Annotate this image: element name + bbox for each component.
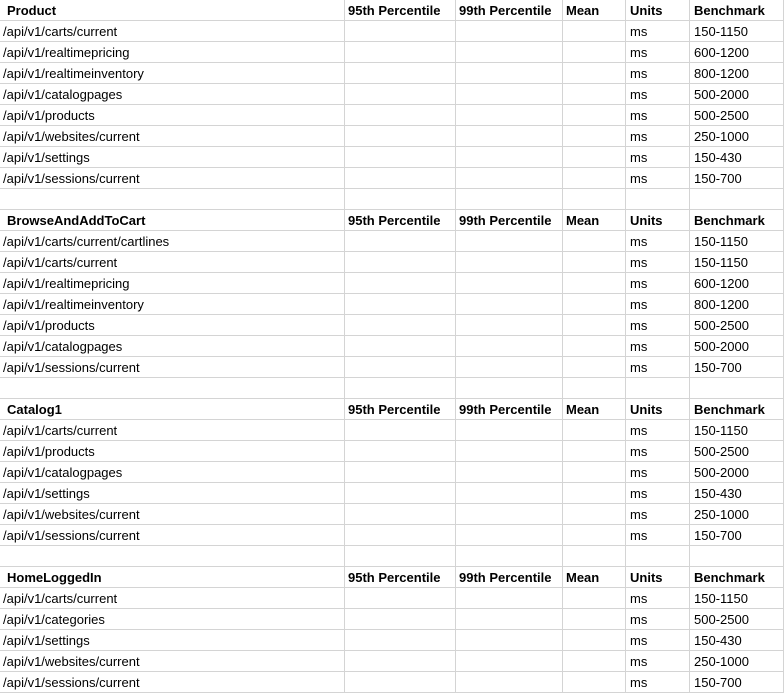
units-cell[interactable]: ms: [626, 588, 690, 609]
endpoint-cell[interactable]: /api/v1/carts/current: [0, 21, 345, 42]
empty-cell[interactable]: [345, 546, 456, 567]
empty-cell[interactable]: [690, 189, 784, 210]
table-row: [0, 525, 784, 546]
endpoint-cell[interactable]: /api/v1/carts/current: [0, 588, 345, 609]
benchmark-cell[interactable]: 150-430: [690, 147, 784, 168]
table-row: [0, 336, 784, 357]
endpoint-cell[interactable]: /api/v1/products: [0, 441, 345, 462]
mean-cell[interactable]: [563, 525, 626, 546]
mean-header-cell[interactable]: Mean: [563, 567, 626, 588]
units-cell[interactable]: ms: [626, 294, 690, 315]
empty-cell[interactable]: [690, 378, 784, 399]
units-cell[interactable]: ms: [626, 525, 690, 546]
table-row: [0, 147, 784, 168]
endpoint-cell[interactable]: /api/v1/carts/current: [0, 252, 345, 273]
endpoint-cell[interactable]: /api/v1/catalogpages: [0, 462, 345, 483]
units-cell[interactable]: ms: [626, 357, 690, 378]
endpoint-cell[interactable]: /api/v1/websites/current: [0, 126, 345, 147]
benchmark-cell[interactable]: 800-1200: [690, 63, 784, 84]
endpoint-cell[interactable]: /api/v1/settings: [0, 147, 345, 168]
mean-cell[interactable]: [563, 651, 626, 672]
table-row: [0, 651, 784, 672]
p95-cell[interactable]: [345, 357, 456, 378]
p95-cell[interactable]: [345, 273, 456, 294]
units-cell[interactable]: ms: [626, 252, 690, 273]
p99-cell[interactable]: [456, 273, 563, 294]
endpoint-cell[interactable]: /api/v1/sessions/current: [0, 525, 345, 546]
empty-cell[interactable]: [563, 189, 626, 210]
p99-cell[interactable]: [456, 630, 563, 651]
table-row: [0, 42, 784, 63]
benchmark-header-cell[interactable]: Benchmark: [690, 399, 784, 420]
units-cell[interactable]: ms: [626, 105, 690, 126]
table-row: [0, 672, 784, 693]
mean-cell[interactable]: [563, 105, 626, 126]
empty-cell[interactable]: [456, 378, 563, 399]
p99-cell[interactable]: [456, 609, 563, 630]
p99-cell[interactable]: [456, 336, 563, 357]
units-cell[interactable]: ms: [626, 84, 690, 105]
table-row: [0, 588, 784, 609]
mean-cell[interactable]: [563, 252, 626, 273]
p99-cell[interactable]: [456, 315, 563, 336]
mean-header-cell[interactable]: Mean: [563, 210, 626, 231]
p95-cell[interactable]: [345, 651, 456, 672]
benchmark-cell[interactable]: 150-700: [690, 525, 784, 546]
p95-header-cell[interactable]: 95th Percentile: [345, 0, 456, 21]
mean-cell[interactable]: [563, 588, 626, 609]
p95-cell[interactable]: [345, 504, 456, 525]
benchmark-cell[interactable]: 150-1150: [690, 231, 784, 252]
endpoint-cell[interactable]: /api/v1/realtimepricing: [0, 273, 345, 294]
p95-cell[interactable]: [345, 21, 456, 42]
p95-header-cell[interactable]: 95th Percentile: [345, 399, 456, 420]
mean-cell[interactable]: [563, 609, 626, 630]
endpoint-cell[interactable]: /api/v1/settings: [0, 630, 345, 651]
mean-cell[interactable]: [563, 336, 626, 357]
p99-cell[interactable]: [456, 252, 563, 273]
p99-cell[interactable]: [456, 672, 563, 693]
benchmark-cell[interactable]: 250-1000: [690, 126, 784, 147]
empty-cell[interactable]: [626, 378, 690, 399]
benchmark-cell[interactable]: 800-1200: [690, 294, 784, 315]
endpoint-cell[interactable]: /api/v1/realtimeinventory: [0, 294, 345, 315]
empty-cell[interactable]: [563, 378, 626, 399]
empty-cell[interactable]: [345, 378, 456, 399]
p99-cell[interactable]: [456, 504, 563, 525]
units-cell[interactable]: ms: [626, 483, 690, 504]
section-title-cell[interactable]: Catalog1: [0, 399, 345, 420]
units-cell[interactable]: ms: [626, 315, 690, 336]
benchmark-cell[interactable]: 250-1000: [690, 651, 784, 672]
section-header-row: [0, 0, 784, 21]
benchmark-cell[interactable]: 150-700: [690, 168, 784, 189]
empty-cell[interactable]: [345, 189, 456, 210]
p99-header-cell[interactable]: 99th Percentile: [456, 567, 563, 588]
benchmark-header-cell[interactable]: Benchmark: [690, 0, 784, 21]
benchmark-cell[interactable]: 500-2500: [690, 315, 784, 336]
units-cell[interactable]: ms: [626, 651, 690, 672]
units-cell[interactable]: ms: [626, 273, 690, 294]
table-row: [0, 252, 784, 273]
empty-cell[interactable]: [456, 189, 563, 210]
table-row: [0, 168, 784, 189]
benchmark-header-cell[interactable]: Benchmark: [690, 210, 784, 231]
units-cell[interactable]: ms: [626, 336, 690, 357]
table-row: [0, 630, 784, 651]
p99-cell[interactable]: [456, 84, 563, 105]
table-row: [0, 294, 784, 315]
blank-row: [0, 546, 784, 567]
units-cell[interactable]: ms: [626, 462, 690, 483]
p99-cell[interactable]: [456, 483, 563, 504]
p99-cell[interactable]: [456, 105, 563, 126]
benchmark-cell[interactable]: 600-1200: [690, 42, 784, 63]
mean-header-cell[interactable]: Mean: [563, 399, 626, 420]
benchmark-cell[interactable]: 150-430: [690, 483, 784, 504]
p95-cell[interactable]: [345, 42, 456, 63]
p99-cell[interactable]: [456, 420, 563, 441]
p99-cell[interactable]: [456, 231, 563, 252]
empty-cell[interactable]: [563, 546, 626, 567]
empty-cell[interactable]: [626, 189, 690, 210]
endpoint-cell[interactable]: /api/v1/realtimepricing: [0, 42, 345, 63]
blank-row: [0, 189, 784, 210]
mean-cell[interactable]: [563, 168, 626, 189]
p95-cell[interactable]: [345, 252, 456, 273]
mean-cell[interactable]: [563, 357, 626, 378]
endpoint-cell[interactable]: /api/v1/websites/current: [0, 504, 345, 525]
units-header-cell[interactable]: Units: [626, 0, 690, 21]
p95-cell[interactable]: [345, 588, 456, 609]
table-row: [0, 441, 784, 462]
p95-cell[interactable]: [345, 168, 456, 189]
table-row: [0, 315, 784, 336]
benchmark-cell[interactable]: 500-2500: [690, 105, 784, 126]
p99-header-cell[interactable]: 99th Percentile: [456, 399, 563, 420]
benchmark-cell[interactable]: 500-2000: [690, 462, 784, 483]
p99-cell[interactable]: [456, 42, 563, 63]
units-cell[interactable]: ms: [626, 63, 690, 84]
benchmark-cell[interactable]: 150-1150: [690, 252, 784, 273]
units-cell[interactable]: ms: [626, 420, 690, 441]
units-cell[interactable]: ms: [626, 441, 690, 462]
endpoint-cell[interactable]: /api/v1/carts/current/cartlines: [0, 231, 345, 252]
endpoint-cell[interactable]: /api/v1/products: [0, 315, 345, 336]
mean-cell[interactable]: [563, 483, 626, 504]
mean-cell[interactable]: [563, 231, 626, 252]
units-cell[interactable]: ms: [626, 147, 690, 168]
p95-header-cell[interactable]: 95th Percentile: [345, 210, 456, 231]
mean-cell[interactable]: [563, 63, 626, 84]
benchmark-cell[interactable]: 150-700: [690, 672, 784, 693]
mean-cell[interactable]: [563, 42, 626, 63]
benchmark-cell[interactable]: 150-1150: [690, 21, 784, 42]
mean-header-cell[interactable]: Mean: [563, 0, 626, 21]
p95-cell[interactable]: [345, 336, 456, 357]
p99-cell[interactable]: [456, 357, 563, 378]
p95-cell[interactable]: [345, 672, 456, 693]
table-row: [0, 609, 784, 630]
p95-cell[interactable]: [345, 126, 456, 147]
mean-cell[interactable]: [563, 21, 626, 42]
endpoint-cell[interactable]: /api/v1/sessions/current: [0, 168, 345, 189]
p99-cell[interactable]: [456, 63, 563, 84]
empty-cell[interactable]: [0, 378, 345, 399]
endpoint-cell[interactable]: /api/v1/realtimeinventory: [0, 63, 345, 84]
p99-header-cell[interactable]: 99th Percentile: [456, 210, 563, 231]
mean-cell[interactable]: [563, 672, 626, 693]
empty-cell[interactable]: [626, 546, 690, 567]
p95-cell[interactable]: [345, 147, 456, 168]
mean-cell[interactable]: [563, 420, 626, 441]
units-cell[interactable]: ms: [626, 231, 690, 252]
mean-cell[interactable]: [563, 147, 626, 168]
benchmark-cell[interactable]: 150-1150: [690, 588, 784, 609]
units-cell[interactable]: ms: [626, 672, 690, 693]
p95-cell[interactable]: [345, 630, 456, 651]
benchmark-cell[interactable]: 600-1200: [690, 273, 784, 294]
p99-cell[interactable]: [456, 441, 563, 462]
mean-cell[interactable]: [563, 294, 626, 315]
table-row: [0, 126, 784, 147]
empty-cell[interactable]: [0, 189, 345, 210]
p99-cell[interactable]: [456, 126, 563, 147]
p95-cell[interactable]: [345, 63, 456, 84]
table-row: [0, 105, 784, 126]
benchmark-header-cell[interactable]: Benchmark: [690, 567, 784, 588]
p99-cell[interactable]: [456, 651, 563, 672]
units-cell[interactable]: ms: [626, 168, 690, 189]
units-header-cell[interactable]: Units: [626, 567, 690, 588]
p99-cell[interactable]: [456, 21, 563, 42]
benchmark-cell[interactable]: 500-2000: [690, 84, 784, 105]
units-cell[interactable]: ms: [626, 630, 690, 651]
table-row: [0, 420, 784, 441]
mean-cell[interactable]: [563, 315, 626, 336]
mean-cell[interactable]: [563, 273, 626, 294]
p95-cell[interactable]: [345, 231, 456, 252]
table-row: [0, 21, 784, 42]
units-cell[interactable]: ms: [626, 609, 690, 630]
benchmark-cell[interactable]: 250-1000: [690, 504, 784, 525]
benchmark-cell[interactable]: 150-700: [690, 357, 784, 378]
p95-cell[interactable]: [345, 84, 456, 105]
table-row: [0, 483, 784, 504]
benchmark-cell[interactable]: 500-2000: [690, 336, 784, 357]
benchmark-cell[interactable]: 500-2500: [690, 441, 784, 462]
mean-cell[interactable]: [563, 462, 626, 483]
p99-cell[interactable]: [456, 147, 563, 168]
units-header-cell[interactable]: Units: [626, 399, 690, 420]
endpoint-cell[interactable]: /api/v1/products: [0, 105, 345, 126]
p95-cell[interactable]: [345, 462, 456, 483]
section-header-row: [0, 567, 784, 588]
table-row: [0, 84, 784, 105]
units-cell[interactable]: ms: [626, 504, 690, 525]
units-cell[interactable]: ms: [626, 42, 690, 63]
table-row: [0, 231, 784, 252]
p95-cell[interactable]: [345, 483, 456, 504]
p95-cell[interactable]: [345, 420, 456, 441]
section-header-row: [0, 210, 784, 231]
mean-cell[interactable]: [563, 126, 626, 147]
p95-cell[interactable]: [345, 609, 456, 630]
p95-cell[interactable]: [345, 105, 456, 126]
p95-cell[interactable]: [345, 294, 456, 315]
mean-cell[interactable]: [563, 441, 626, 462]
p95-cell[interactable]: [345, 441, 456, 462]
benchmark-cell[interactable]: 150-1150: [690, 420, 784, 441]
units-header-cell[interactable]: Units: [626, 210, 690, 231]
section-title-cell[interactable]: Product: [0, 0, 345, 21]
benchmark-cell[interactable]: 500-2500: [690, 609, 784, 630]
mean-cell[interactable]: [563, 504, 626, 525]
p95-cell[interactable]: [345, 525, 456, 546]
p95-header-cell[interactable]: 95th Percentile: [345, 567, 456, 588]
units-cell[interactable]: ms: [626, 126, 690, 147]
blank-row: [0, 378, 784, 399]
empty-cell[interactable]: [456, 546, 563, 567]
table-row: [0, 357, 784, 378]
section-title-cell[interactable]: BrowseAndAddToCart: [0, 210, 345, 231]
mean-cell[interactable]: [563, 84, 626, 105]
table-row: [0, 63, 784, 84]
p99-cell[interactable]: [456, 168, 563, 189]
endpoint-cell[interactable]: /api/v1/websites/current: [0, 651, 345, 672]
table-row: [0, 504, 784, 525]
p99-cell[interactable]: [456, 462, 563, 483]
empty-cell[interactable]: [690, 546, 784, 567]
empty-cell[interactable]: [0, 546, 345, 567]
endpoint-cell[interactable]: /api/v1/catalogpages: [0, 84, 345, 105]
mean-cell[interactable]: [563, 630, 626, 651]
endpoint-cell[interactable]: /api/v1/settings: [0, 483, 345, 504]
endpoint-cell[interactable]: /api/v1/carts/current: [0, 420, 345, 441]
endpoint-cell[interactable]: /api/v1/categories: [0, 609, 345, 630]
endpoint-cell[interactable]: /api/v1/sessions/current: [0, 672, 345, 693]
endpoint-cell[interactable]: /api/v1/sessions/current: [0, 357, 345, 378]
p99-cell[interactable]: [456, 588, 563, 609]
units-cell[interactable]: ms: [626, 21, 690, 42]
section-header-row: [0, 399, 784, 420]
section-title-cell[interactable]: HomeLoggedIn: [0, 567, 345, 588]
benchmark-cell[interactable]: 150-430: [690, 630, 784, 651]
p95-cell[interactable]: [345, 315, 456, 336]
table-row: [0, 462, 784, 483]
p99-cell[interactable]: [456, 525, 563, 546]
endpoint-cell[interactable]: /api/v1/catalogpages: [0, 336, 345, 357]
p99-header-cell[interactable]: 99th Percentile: [456, 0, 563, 21]
p99-cell[interactable]: [456, 294, 563, 315]
table-row: [0, 273, 784, 294]
